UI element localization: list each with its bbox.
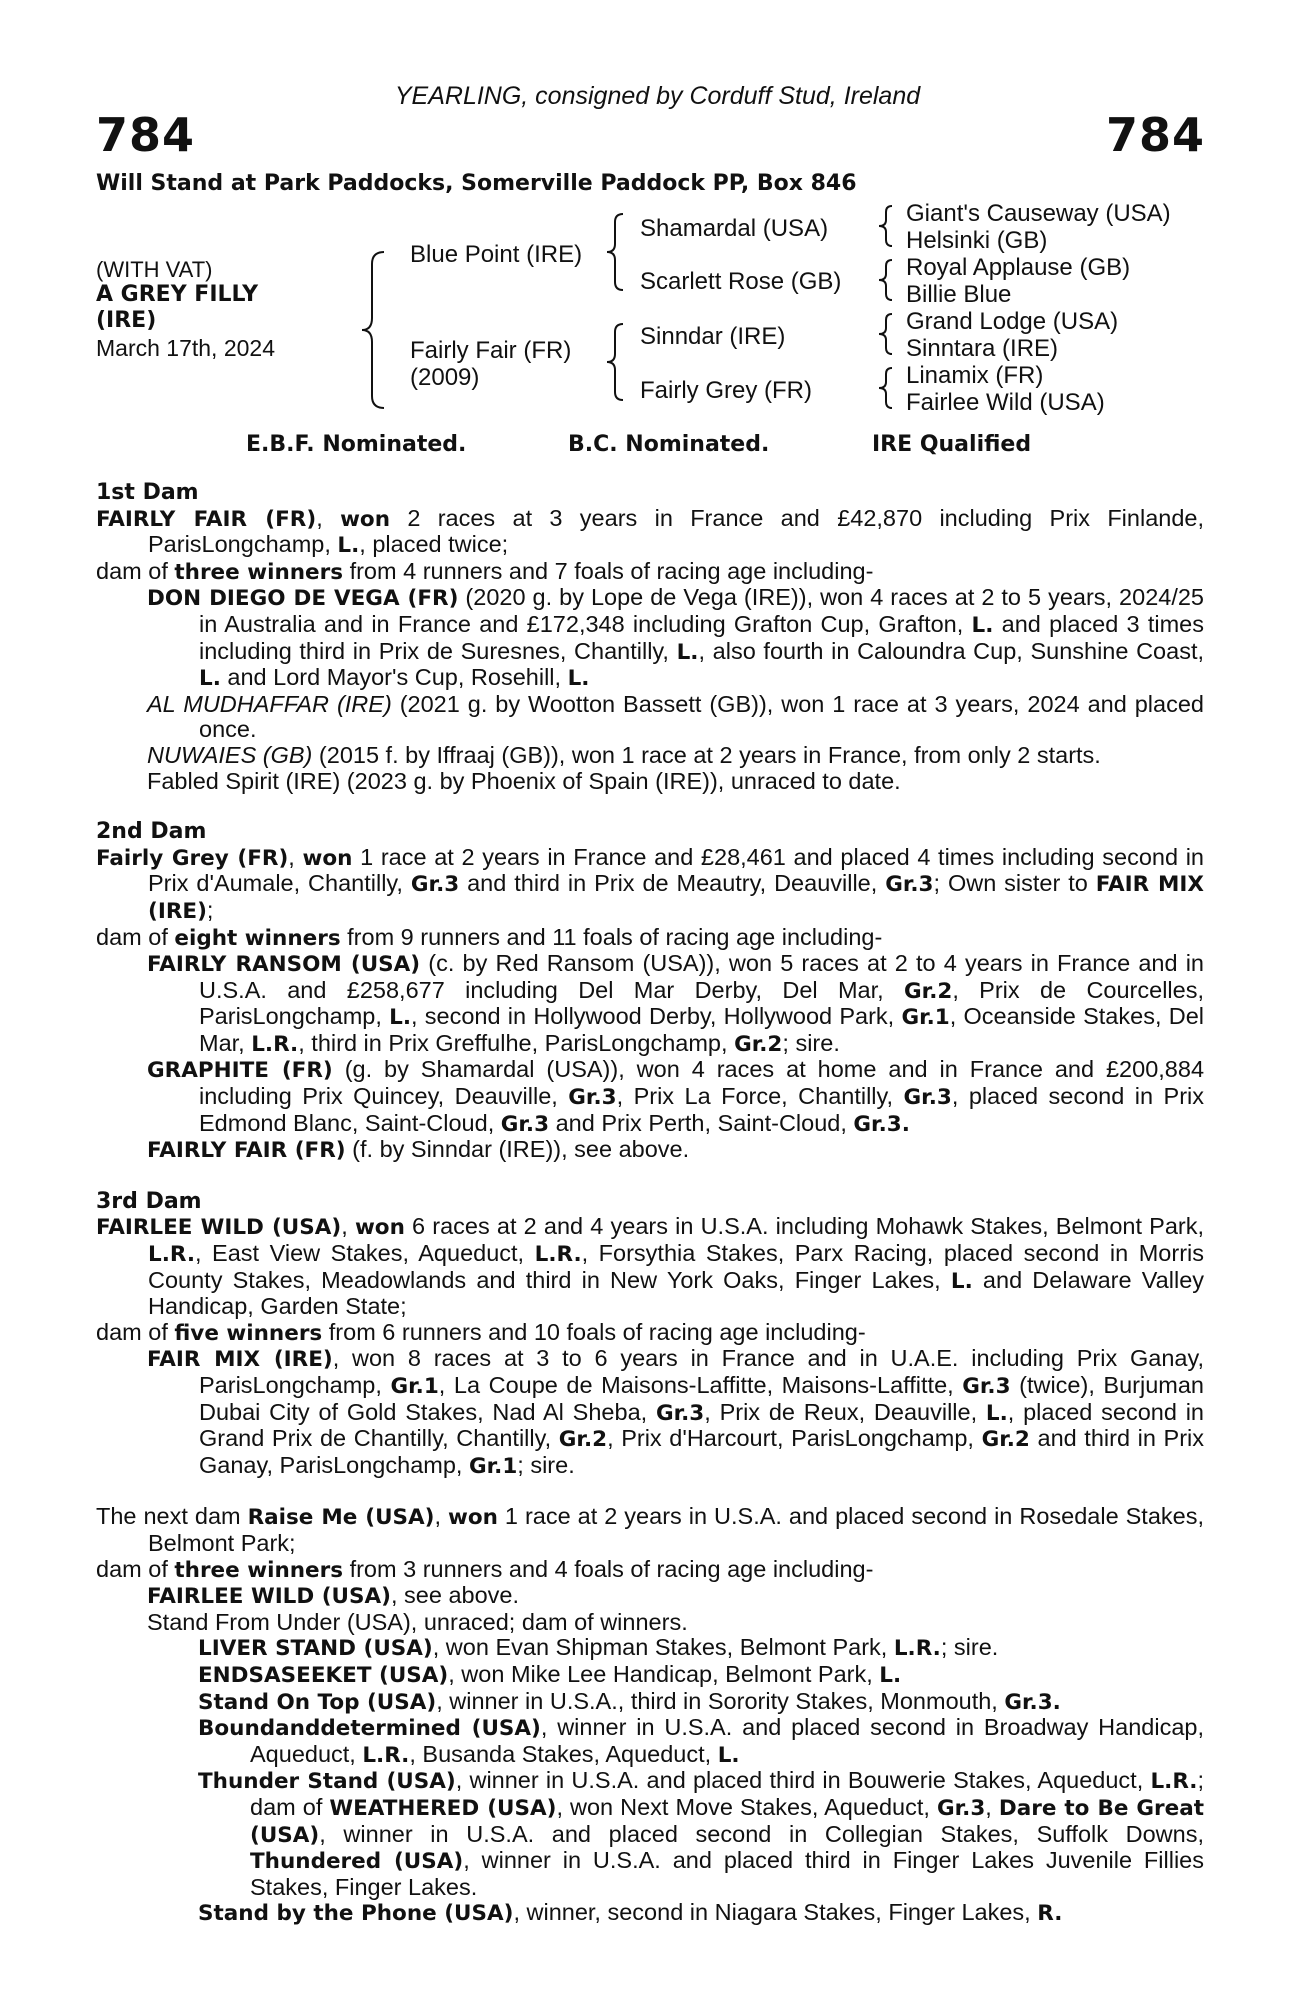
sd-sire: Royal Applause (GB) [906,254,1131,281]
grade-label: Gr.3 [936,1795,986,1821]
progeny-name: FAIRLY FAIR (FR) [147,1138,346,1164]
progeny-name: GRAPHITE (FR) [147,1058,333,1084]
record-text: 2 races at 3 years in France and £42,870 including Prix Finlande, ParisLongchamp, [148,504,1204,558]
next-dam-record: The next dam Raise Me (USA), won 1 race at 2 years in U.S.A. and placed second in Rosedale Stakes, Belmont Park; [96,1503,1205,1556]
dd-dam: Fairlee Wild (USA) [906,389,1105,416]
next-dam-name: Raise Me (USA) [247,1505,435,1531]
grand-progeny-1 [96,1635,1204,1662]
progeny-text: ; sire. [517,1451,575,1478]
grand-progeny-2 [96,1662,1204,1689]
record-text: 6 races at 2 and 4 years in U.S.A. including Mohawk Stakes, Belmont Park, [404,1213,1205,1240]
second-dam-name: Fairly Grey (FR) [96,845,289,871]
progeny-name: AL MUDHAFFAR (IRE) [147,690,392,717]
progeny-name: Boundanddetermined (USA) [198,1716,541,1742]
progeny-text: , won Evan Shipman Stakes, Belmont Park, [432,1634,894,1661]
progeny-text: , won 8 races at 3 to 6 years in France and in U.A.E. including Prix Ganay, ParisLongchamp, [199,1345,1204,1398]
progeny-text: ; sire. [940,1634,999,1661]
first-dam-progeny-1 [96,585,1204,691]
grade-label: Gr.3 [655,1400,705,1426]
grand-progeny-6 [96,1900,1204,1927]
grade-label: Gr.3 [568,1085,617,1111]
sister-name: FAIR MIX (IRE) [148,872,1205,924]
grade-label: Gr.2 [558,1427,608,1453]
progeny-name: FAIR MIX (IRE) [147,1347,333,1373]
next-dam-produce [96,1557,1204,1584]
first-dam-progeny-2 [96,692,1204,743]
dd-sire: Linamix (FR) [906,362,1044,389]
third-dam-record: FAIRLEE WILD (USA), won 6 races at 2 and 4 years in U.S.A. including Mohawk Stakes, Belmont Park, L.R., East View Stakes, Aqueduct, L.R., Forsythia Stakes, Parx Racing, placed second in Morris County Stakes, Meadowlands and third in New York Oaks, Finger Lakes, L. and Delaware Valley Handicap, Garden State; [96,1213,1205,1320]
grade-label: L. [950,1268,973,1294]
sire-dam: Scarlett Rose (GB) [640,268,842,295]
third-dam-progeny-1 [96,1346,1204,1479]
progeny-text: and placed 3 times including third in Prix de Suresnes, Chantilly, [199,610,1204,664]
grade-label: Gr.3. [1004,1689,1061,1715]
progeny-text: ; sire. [782,1029,840,1056]
progeny-text: , see above. [390,1582,520,1609]
progeny-name: FAIRLEE WILD (USA) [147,1584,391,1610]
progeny-name: WEATHERED (USA) [329,1795,557,1821]
next-dam-progeny-1 [96,1583,1204,1610]
sd-dam: Billie Blue [906,281,1012,308]
progeny-name: FAIRLY RANSOM (USA) [147,952,421,978]
dam-sire: Sinndar (IRE) [640,323,786,350]
winners-count: five winners [174,1320,323,1346]
second-dam-produce [96,925,1204,952]
grade-label: L. [676,639,699,665]
grade-label: Gr.3 [500,1111,550,1137]
grade-label: Gr.3. [853,1111,910,1137]
grade-label: L. [879,1662,902,1688]
grade-label: Gr.3 [962,1374,1011,1399]
produce-text: from 9 runners and 11 foals of racing age including- [340,923,883,950]
grand-progeny-5: Thunder Stand (USA), winner in U.S.A. and placed third in Bouwerie Stakes, Aqueduct, L.R.; dam of WEATHERED (USA), won Next Move Stakes, Aqueduct, Gr.3, Dare to Be Great (USA), winner in U.S.A. and placed second in Collegian Stakes, Suffolk Downs, Thundered (USA), winner in U.S.A. and placed third in Finger Lakes Juvenile Fillies Stakes, Finger Lakes. [198,1767,1205,1900]
intro-text: The next dam [96,1503,248,1530]
ire-qualified: IRE Qualified [872,432,1032,457]
grade-label: Gr.1 [468,1453,518,1479]
progeny-text: (2020 g. by Lope de Vega (IRE)), won 4 races at 2 to 5 years, 2024/25 in Australia and in France and £172,348 including Grafton Cup, Grafton, [199,584,1205,637]
progeny-name: Thunder Stand (USA) [198,1769,456,1795]
second-dam-progeny-2 [96,1057,1204,1137]
progeny-text: , placed second in Prix Edmond Blanc, Saint-Cloud, [199,1083,1204,1136]
progeny-text: , second in Hollywood Derby, Hollywood Park, [411,1003,902,1030]
first-dam-produce [96,559,1204,586]
grade-label: Gr.2 [734,1031,783,1057]
horse-description: A GREY FILLY [96,282,259,307]
progeny-text: and third in Prix Ganay, ParisLongchamp, [199,1425,1204,1478]
produce-text: from 6 runners and 10 foals of racing age including- [322,1318,866,1345]
progeny-text: , placed second in Grand Prix de Chantilly, Chantilly, [199,1398,1204,1452]
bc-nomination: B.C. Nominated. [568,432,770,457]
progeny-name: Thundered (USA) [250,1849,464,1875]
record-text: , East View Stakes, Aqueduct, [195,1240,535,1267]
progeny-text: , won Next Move Stakes, Aqueduct, [556,1793,937,1820]
grade-label: L. [717,1742,740,1768]
record-text: and Delaware Valley Handicap, Garden State; [148,1266,1205,1320]
produce-text: dam of [96,1555,175,1582]
record-text: 1 race at 2 years in U.S.A. and placed second in Rosedale Stakes, Belmont Park; [148,1503,1205,1556]
grade-label: L. [337,533,360,559]
grade-label: L. [567,666,590,692]
grade-label: L.R. [362,1742,410,1768]
grade-label: L. [199,666,221,692]
ebf-nomination: E.B.F. Nominated. [246,432,467,457]
produce-text: from 4 runners and 7 foals of racing age including- [343,557,874,584]
grade-label: R. [1037,1901,1063,1927]
progeny-text: (2021 g. by Wootton Bassett (GB)), won 1 race at 3 years, 2024 and placed once. [199,690,1204,743]
pedigree-brace-ss [877,204,895,248]
lot-number-right: 784 [1105,108,1205,162]
progeny-text: , won Mike Lee Handicap, Belmont Park, [448,1660,880,1687]
grade-label: Gr.3 [885,872,934,898]
progeny-text: (f. by Sinndar (IRE)), see above. [345,1136,690,1163]
consignment-line: YEARLING, consigned by Corduff Stud, Ireland [394,82,921,110]
stabling-line: Will Stand at Park Paddocks, Somerville Paddock PP, Box 846 [96,171,857,196]
grade-label: L.R. [534,1242,582,1268]
progeny-text: , also fourth in Caloundra Cup, Sunshine Coast, [698,637,1205,664]
pedigree-brace-sire [605,212,627,292]
second-dam-progeny-1 [96,951,1204,1057]
dam: Fairly Fair (FR) [410,337,572,364]
ds-dam: Sinntara (IRE) [906,335,1059,362]
sire-sire: Shamardal (USA) [640,215,829,242]
sire: Blue Point (IRE) [410,241,583,268]
third-dam-produce [96,1320,1204,1347]
progeny-text: , winner in U.S.A. and placed second in Broadway Handicap, Aqueduct, [250,1714,1204,1767]
produce-text: dam of [96,1318,175,1345]
progeny-text: , third in Prix Greffulhe, ParisLongchamp, [298,1029,735,1056]
progeny-name: Dare to Be Great (USA) [250,1795,1205,1848]
grade-label: Gr.3 [903,1085,952,1111]
progeny-text: (c. by Red Ransom (USA)), won 5 races at 2 to 4 years in France and in U.S.A. and £258,677 including Del Mar Derby, Del Mar, [199,950,1204,1003]
progeny-text: , Oceanside Stakes, Del Mar, [199,1003,1204,1056]
ds-sire: Grand Lodge (USA) [906,308,1119,335]
vat-note: (WITH VAT) [96,257,213,282]
won-label: won [302,845,353,871]
record-text: , Forsythia Stakes, Parx Racing, placed second in Morris County Stakes, Meadowlands and third in New York Oaks, Finger Lakes, [148,1240,1204,1293]
progeny-text: (2015 f. by Iffraaj (GB)), won 1 race at 2 years in France, from only 2 starts. [312,741,1101,768]
won-label: won [340,506,391,532]
progeny-text: , La Coupe de Maisons-Laffitte, Maisons-Laffitte, [438,1372,963,1398]
grade-label: Gr.2 [981,1427,1030,1453]
progeny-text: , winner, second in Niagara Stakes, Finger Lakes, [513,1899,1038,1926]
progeny-text: ; dam of [250,1767,1204,1820]
grade-label: L. [985,1400,1008,1426]
pedigree-brace-sd [877,258,895,302]
grade-label: L.R. [1150,1769,1198,1795]
record-text: ; Own sister to [933,870,1096,897]
progeny-text: , winner in U.S.A. and placed second in Collegian Stakes, Suffolk Downs, [319,1820,1204,1847]
grand-progeny-4 [96,1715,1204,1768]
second-dam-record: Fairly Grey (FR), won 1 race at 2 years in France and £28,461 and placed 4 times including second in Prix d'Aumale, Chantilly, Gr.3 and third in Prix de Meautry, Deauville, Gr.3; Own sister to FAIR MIX (IRE); [96,843,1205,924]
grand-progeny-3 [96,1689,1204,1716]
ss-dam: Helsinki (GB) [906,227,1048,254]
progeny-text: , winner in U.S.A. and placed third in Finger Lakes Juvenile Fillies Stakes, Finger Lakes. [250,1847,1204,1900]
pedigree-brace-ds [877,312,895,356]
grade-label: L.R. [148,1242,195,1268]
dam-dam: Fairly Grey (FR) [640,377,812,404]
produce-text: dam of [96,923,175,950]
first-dam-name: FAIRLY FAIR (FR) [96,506,317,532]
grade-label: L. [971,612,994,638]
third-dam-name: FAIRLEE WILD (USA) [96,1215,342,1241]
next-dam-progeny-2: Stand From Under (USA), unraced; dam of winners. [147,1608,688,1635]
progeny-name: NUWAIES (GB) [147,741,313,768]
progeny-text: , Prix La Force, Chantilly, [616,1083,904,1110]
grade-label: Gr.1 [390,1374,439,1399]
produce-text: dam of [96,557,175,584]
won-label: won [354,1215,405,1241]
progeny-text: , Prix de Courcelles, ParisLongchamp, [199,976,1204,1030]
second-dam-heading: 2nd Dam [96,819,207,845]
progeny-text: , Prix d'Harcourt, ParisLongchamp, [607,1425,982,1452]
winners-count: eight winners [174,925,341,951]
pedigree-brace-main [360,250,390,410]
progeny-name: Stand On Top (USA) [198,1689,437,1715]
winners-count: three winners [174,559,344,585]
progeny-text: and Prix Perth, Saint-Cloud, [549,1109,854,1136]
produce-text: from 3 runners and 4 foals of racing age including- [343,1555,874,1582]
catalogue-body [96,480,1204,1927]
progeny-text: (twice), Burjuman Dubai City of Gold Stakes, Nad Al Sheba, [199,1372,1205,1425]
record-text: , placed twice; [359,531,509,558]
progeny-text: , Busanda Stakes, Aqueduct, [409,1740,718,1767]
winners-count: three winners [174,1557,344,1583]
progeny-name: LIVER STAND (USA) [198,1636,433,1662]
grade-label: L.R. [893,1636,941,1662]
grade-label: L. [389,1005,411,1031]
first-dam-progeny-3 [96,743,1204,769]
first-dam-record: FAIRLY FAIR (FR), won 2 races at 3 years in France and £42,870 including Prix Finlande, ParisLongchamp, L., placed twice; [96,504,1204,559]
grade-label: Gr.3 [410,872,460,898]
grade-label: L.R. [251,1031,299,1057]
pedigree-brace-dam [605,322,627,402]
first-dam-heading: 1st Dam [96,480,199,505]
progeny-name: DON DIEGO DE VEGA (FR) [147,586,459,612]
won-label: won [448,1505,498,1531]
grade-label: Gr.1 [901,1005,950,1031]
progeny-text: and Lord Mayor's Cup, Rosehill, [220,664,568,691]
ss-sire: Giant's Causeway (USA) [906,200,1171,227]
record-text: and third in Prix de Meautry, Deauville, [459,870,886,897]
progeny-text: , winner in U.S.A. and placed third in Bouwerie Stakes, Aqueduct, [455,1767,1151,1794]
second-dam-progeny-3 [96,1137,1204,1164]
dam-year: (2009) [410,364,480,391]
record-text: 1 race at 2 years in France and £28,461 and placed 4 times including second in Prix d'Aumale, Chantilly, [148,843,1204,897]
first-dam-progeny-4: Fabled Spirit (IRE) (2023 g. by Phoenix of Spain (IRE)), unraced to date. [147,767,901,794]
progeny-text: , winner in U.S.A., third in Sorority Stakes, Monmouth, [436,1687,1005,1714]
third-dam-heading: 3rd Dam [96,1188,202,1214]
grade-label: Gr.2 [904,978,953,1004]
progeny-text: , Prix de Reux, Deauville, [704,1398,986,1425]
horse-origin: (IRE) [96,308,157,333]
pedigree-brace-dd [877,366,895,410]
progeny-name: ENDSASEEKET (USA) [198,1662,449,1688]
progeny-name: Stand by the Phone (USA) [198,1901,514,1927]
foaling-date: March 17th, 2024 [96,335,276,361]
progeny-text: (g. by Shamardal (USA)), won 4 races at home and in France and £200,884 including Prix Quincey, Deauville, [199,1056,1205,1110]
lot-number-left: 784 [96,108,196,162]
